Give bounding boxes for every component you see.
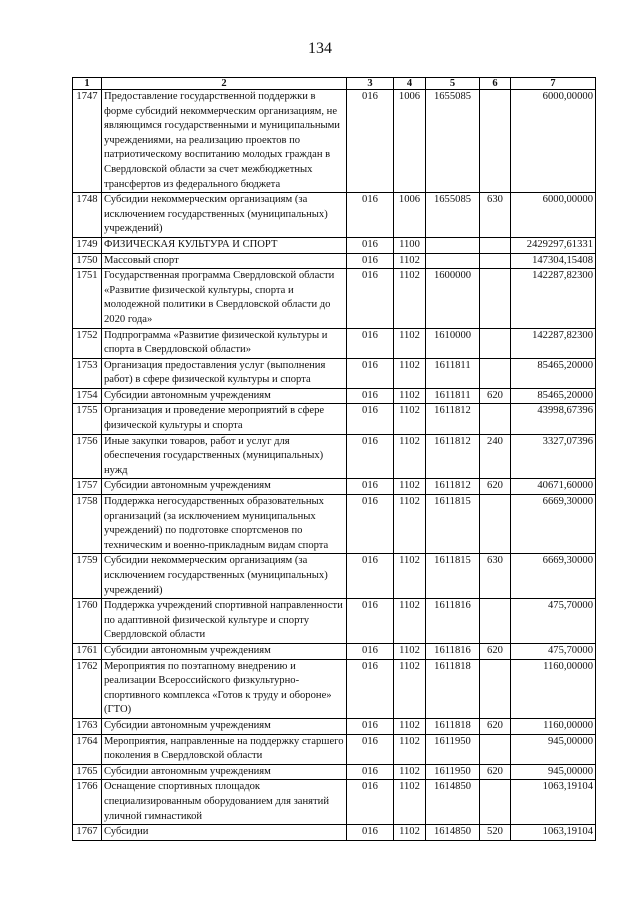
table-row	[73, 764, 596, 780]
table-row	[73, 358, 596, 388]
row-number: 1749	[73, 237, 102, 253]
table-row	[73, 780, 596, 825]
expense-type-code	[480, 328, 511, 358]
ministry-code: 016	[347, 434, 394, 479]
amount: 142287,82300	[511, 269, 596, 328]
header-row	[73, 78, 596, 90]
row-number: 1766	[73, 780, 102, 825]
row-number: 1750	[73, 253, 102, 269]
amount: 85465,20000	[511, 358, 596, 388]
row-name: Организация предоставления услуг (выполнения работ) в сфере физической культуры и спорта	[102, 358, 347, 388]
row-name: Субсидии некоммерческим организациям (за исключением государственных (муниципальных) учреждений)	[102, 554, 347, 599]
row-number: 1756	[73, 434, 102, 479]
expense-type-code	[480, 237, 511, 253]
target-code: 1611812	[426, 434, 480, 479]
ministry-code: 016	[347, 388, 394, 404]
row-number: 1760	[73, 599, 102, 644]
row-number: 1765	[73, 764, 102, 780]
expense-type-code	[480, 90, 511, 193]
target-code	[426, 237, 480, 253]
section-code: 1102	[394, 825, 426, 841]
section-code: 1102	[394, 734, 426, 764]
row-number: 1757	[73, 479, 102, 495]
expense-type-code: 620	[480, 764, 511, 780]
target-code: 1611812	[426, 479, 480, 495]
amount: 475,70000	[511, 643, 596, 659]
amount: 147304,15408	[511, 253, 596, 269]
table-row	[73, 554, 596, 599]
section-code: 1102	[394, 388, 426, 404]
table-row	[73, 193, 596, 238]
row-number: 1753	[73, 358, 102, 388]
table-row	[73, 734, 596, 764]
expense-type-code: 620	[480, 718, 511, 734]
target-code: 1611816	[426, 599, 480, 644]
row-number: 1758	[73, 495, 102, 554]
amount: 475,70000	[511, 599, 596, 644]
row-name: Государственная программа Свердловской области «Развитие физической культуры, спорта и молодежной политики в Свердловской области до 2020 года»	[102, 269, 347, 328]
row-name: ФИЗИЧЕСКАЯ КУЛЬТУРА И СПОРТ	[102, 237, 347, 253]
expense-type-code: 620	[480, 388, 511, 404]
ministry-code: 016	[347, 253, 394, 269]
row-number: 1762	[73, 659, 102, 718]
row-name: Мероприятия, направленные на поддержку старшего поколения в Свердловской области	[102, 734, 347, 764]
expense-type-code	[480, 495, 511, 554]
row-name: Подпрограмма «Развитие физической культуры и спорта в Свердловской области»	[102, 328, 347, 358]
row-name: Поддержка учреждений спортивной направленности по адаптивной физической культуре и спорту Свердловской области	[102, 599, 347, 644]
amount: 1160,00000	[511, 718, 596, 734]
table-row	[73, 659, 596, 718]
col-header-3: 3	[347, 78, 394, 90]
target-code: 1610000	[426, 328, 480, 358]
row-name: Иные закупки товаров, работ и услуг для обеспечения государственных (муниципальных) нужд	[102, 434, 347, 479]
section-code: 1102	[394, 479, 426, 495]
section-code: 1102	[394, 643, 426, 659]
target-code: 1611811	[426, 388, 480, 404]
amount: 40671,60000	[511, 479, 596, 495]
row-number: 1754	[73, 388, 102, 404]
expense-type-code: 240	[480, 434, 511, 479]
section-code: 1102	[394, 253, 426, 269]
ministry-code: 016	[347, 404, 394, 434]
expense-type-code: 630	[480, 554, 511, 599]
amount: 945,00000	[511, 764, 596, 780]
section-code: 1102	[394, 404, 426, 434]
ministry-code: 016	[347, 554, 394, 599]
amount: 6000,00000	[511, 90, 596, 193]
target-code: 1611950	[426, 734, 480, 764]
target-code: 1600000	[426, 269, 480, 328]
col-header-2: 2	[102, 78, 347, 90]
amount: 43998,67396	[511, 404, 596, 434]
target-code: 1655085	[426, 90, 480, 193]
table-row	[73, 479, 596, 495]
section-code: 1102	[394, 328, 426, 358]
target-code: 1655085	[426, 193, 480, 238]
page-number: 134	[308, 40, 332, 57]
row-number: 1763	[73, 718, 102, 734]
target-code: 1611815	[426, 495, 480, 554]
amount: 1063,19104	[511, 825, 596, 841]
ministry-code: 016	[347, 269, 394, 328]
ministry-code: 016	[347, 659, 394, 718]
expense-type-code: 620	[480, 643, 511, 659]
row-name: Поддержка негосударственных образовательных организаций (за исключением муниципальных учреждений) по подготовке спортсменов по техническим и военно-прикладным видам спорта	[102, 495, 347, 554]
row-name: Мероприятия по поэтапному внедрению и реализации Всероссийского физкультурно-спортивного комплекса «Готов к труду и обороне» (ГТО)	[102, 659, 347, 718]
amount: 6669,30000	[511, 495, 596, 554]
amount: 142287,82300	[511, 328, 596, 358]
table-row	[73, 643, 596, 659]
table-row	[73, 237, 596, 253]
row-name: Субсидии автономным учреждениям	[102, 479, 347, 495]
section-code: 1102	[394, 599, 426, 644]
row-name: Субсидии некоммерческим организациям (за исключением государственных (муниципальных) учреждений)	[102, 193, 347, 238]
row-number: 1761	[73, 643, 102, 659]
col-header-1: 1	[73, 78, 102, 90]
amount: 1160,00000	[511, 659, 596, 718]
table-row	[73, 90, 596, 193]
amount: 1063,19104	[511, 780, 596, 825]
row-number: 1755	[73, 404, 102, 434]
table-row	[73, 328, 596, 358]
expense-type-code: 520	[480, 825, 511, 841]
section-code: 1102	[394, 659, 426, 718]
expense-type-code	[480, 599, 511, 644]
target-code: 1611815	[426, 554, 480, 599]
section-code: 1102	[394, 780, 426, 825]
ministry-code: 016	[347, 643, 394, 659]
amount: 3327,07396	[511, 434, 596, 479]
section-code: 1102	[394, 495, 426, 554]
row-name: Субсидии	[102, 825, 347, 841]
amount: 6669,30000	[511, 554, 596, 599]
section-code: 1006	[394, 193, 426, 238]
ministry-code: 016	[347, 734, 394, 764]
row-name: Субсидии автономным учреждениям	[102, 643, 347, 659]
expense-type-code	[480, 659, 511, 718]
table-row	[73, 599, 596, 644]
table-row	[73, 404, 596, 434]
expense-type-code	[480, 269, 511, 328]
expense-type-code	[480, 253, 511, 269]
target-code: 1611818	[426, 718, 480, 734]
row-name: Субсидии автономным учреждениям	[102, 764, 347, 780]
col-header-6: 6	[480, 78, 511, 90]
target-code: 1611816	[426, 643, 480, 659]
row-number: 1747	[73, 90, 102, 193]
section-code: 1006	[394, 90, 426, 193]
row-name: Предоставление государственной поддержки в форме субсидий некоммерческим организациям, не являющимся государственными и муниципальными учреждениями, на реализацию проектов по патриотическому воспитанию молодых граждан в Свердловской области за счет межбюджетных трансфертов из федерального бюджета	[102, 90, 347, 193]
row-name: Оснащение спортивных площадок специализированным оборудованием для занятий уличной гимнастикой	[102, 780, 347, 825]
budget-table	[72, 77, 596, 841]
amount: 2429297,61331	[511, 237, 596, 253]
table-row	[73, 718, 596, 734]
target-code: 1611811	[426, 358, 480, 388]
target-code	[426, 253, 480, 269]
ministry-code: 016	[347, 495, 394, 554]
ministry-code: 016	[347, 90, 394, 193]
section-code: 1102	[394, 718, 426, 734]
row-name: Массовый спорт	[102, 253, 347, 269]
amount: 945,00000	[511, 734, 596, 764]
row-number: 1759	[73, 554, 102, 599]
col-header-7: 7	[511, 78, 596, 90]
target-code: 1614850	[426, 780, 480, 825]
row-name: Субсидии автономным учреждениям	[102, 388, 347, 404]
expense-type-code: 630	[480, 193, 511, 238]
table-row	[73, 253, 596, 269]
target-code: 1611812	[426, 404, 480, 434]
table-row	[73, 269, 596, 328]
amount: 6000,00000	[511, 193, 596, 238]
row-number: 1748	[73, 193, 102, 238]
section-code: 1102	[394, 764, 426, 780]
row-name: Организация и проведение мероприятий в сфере физической культуры и спорта	[102, 404, 347, 434]
ministry-code: 016	[347, 358, 394, 388]
row-number: 1767	[73, 825, 102, 841]
ministry-code: 016	[347, 237, 394, 253]
ministry-code: 016	[347, 764, 394, 780]
target-code: 1611950	[426, 764, 480, 780]
expense-type-code	[480, 780, 511, 825]
table-row	[73, 388, 596, 404]
row-name: Субсидии автономным учреждениям	[102, 718, 347, 734]
table-row	[73, 434, 596, 479]
ministry-code: 016	[347, 825, 394, 841]
ministry-code: 016	[347, 718, 394, 734]
row-number: 1751	[73, 269, 102, 328]
section-code: 1102	[394, 554, 426, 599]
target-code: 1614850	[426, 825, 480, 841]
ministry-code: 016	[347, 479, 394, 495]
ministry-code: 016	[347, 599, 394, 644]
section-code: 1100	[394, 237, 426, 253]
expense-type-code	[480, 734, 511, 764]
expense-type-code	[480, 358, 511, 388]
section-code: 1102	[394, 358, 426, 388]
col-header-4: 4	[394, 78, 426, 90]
expense-type-code: 620	[480, 479, 511, 495]
row-number: 1764	[73, 734, 102, 764]
expense-type-code	[480, 404, 511, 434]
ministry-code: 016	[347, 328, 394, 358]
amount: 85465,20000	[511, 388, 596, 404]
table-row	[73, 495, 596, 554]
ministry-code: 016	[347, 193, 394, 238]
col-header-5: 5	[426, 78, 480, 90]
ministry-code: 016	[347, 780, 394, 825]
section-code: 1102	[394, 434, 426, 479]
section-code: 1102	[394, 269, 426, 328]
row-number: 1752	[73, 328, 102, 358]
table-row	[73, 825, 596, 841]
target-code: 1611818	[426, 659, 480, 718]
